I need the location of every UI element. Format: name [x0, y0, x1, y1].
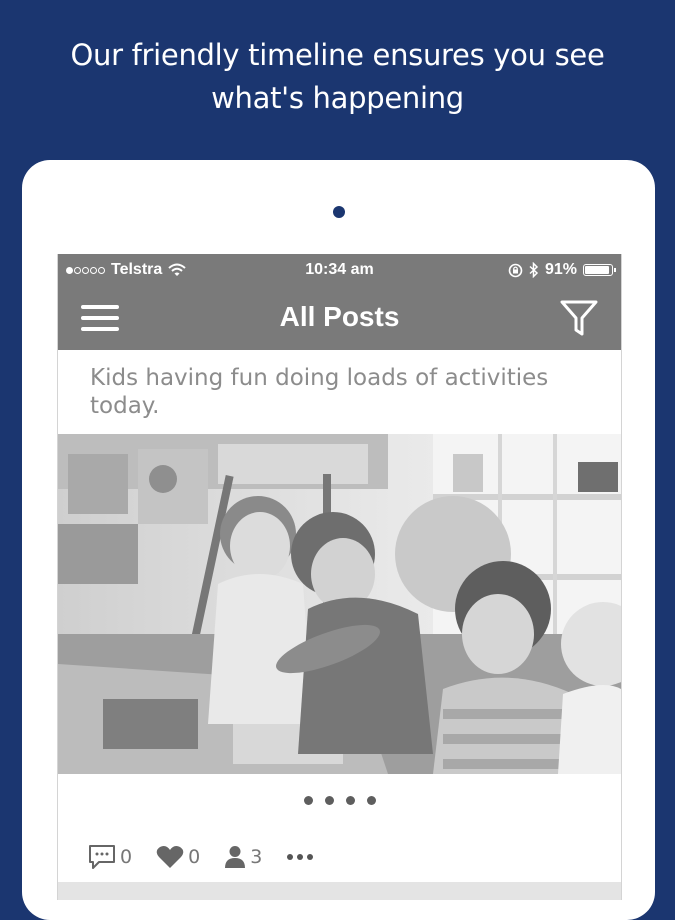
tablet-camera: [333, 206, 345, 218]
headline-line-2: what's happening: [211, 81, 464, 115]
battery-level: [585, 266, 609, 274]
post-photo[interactable]: [58, 434, 621, 774]
filter-icon[interactable]: [559, 298, 599, 338]
battery-percent: 91%: [544, 261, 577, 278]
carrier-name: Telstra: [111, 261, 163, 278]
pager-dot[interactable]: [304, 796, 313, 805]
post-text: Kids having fun doing loads of activities today.: [90, 365, 549, 419]
comment-button[interactable]: [88, 844, 132, 870]
page-title: All Posts: [279, 301, 400, 332]
status-right: [508, 261, 613, 279]
like-button[interactable]: [156, 845, 200, 869]
person-icon: [224, 845, 246, 869]
bluetooth-icon: [529, 262, 539, 278]
post-actions: [88, 844, 338, 870]
viewers-button[interactable]: [224, 845, 262, 869]
nav-bar: [58, 286, 621, 350]
pager-dot[interactable]: [346, 796, 355, 805]
battery-icon: [583, 264, 613, 276]
pager-dot[interactable]: [325, 796, 334, 805]
viewer-count: 3: [250, 846, 263, 868]
headline-line-1: Our friendly timeline ensures you see: [70, 38, 605, 72]
photo-pager[interactable]: [58, 796, 621, 805]
like-count: 0: [188, 846, 201, 868]
status-time: 10:34 am: [305, 261, 374, 278]
heart-icon: [156, 845, 184, 869]
more-icon: [286, 853, 314, 861]
app-screen: [57, 254, 622, 900]
comment-count: 0: [120, 846, 133, 868]
next-post-divider: [58, 882, 621, 900]
comment-icon: [88, 844, 116, 870]
status-bar: [58, 254, 621, 286]
pager-dot[interactable]: [367, 796, 376, 805]
rotation-lock-icon: [508, 263, 523, 278]
headline: [0, 34, 675, 120]
more-button[interactable]: [286, 853, 314, 861]
